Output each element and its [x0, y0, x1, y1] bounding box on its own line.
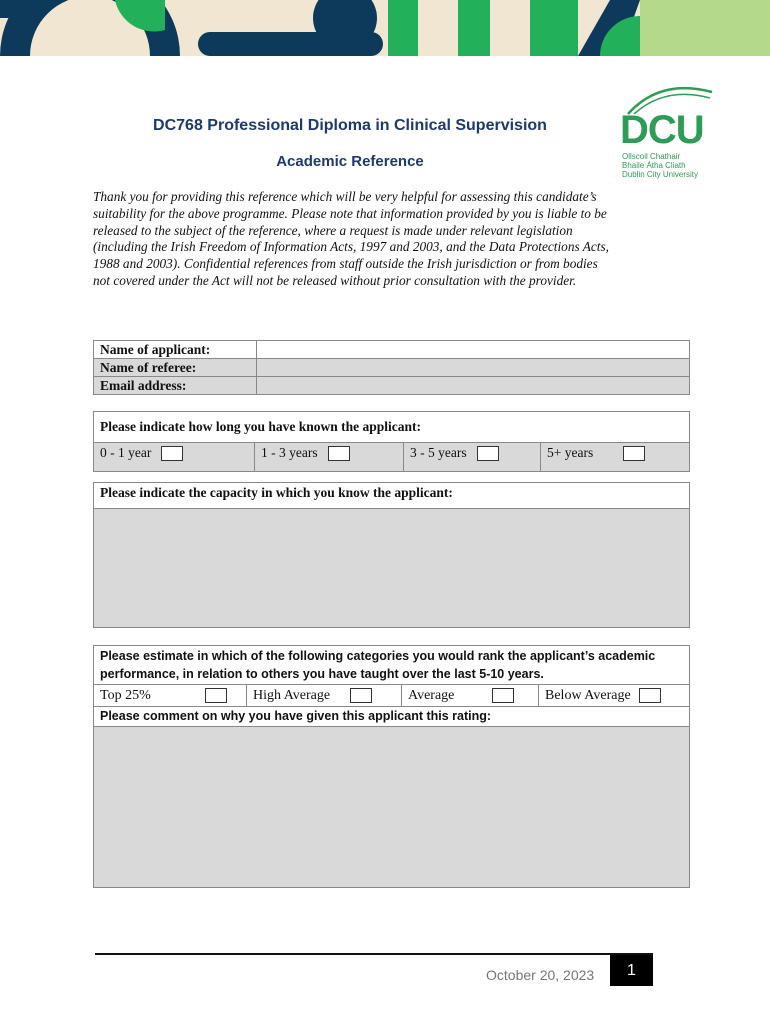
comment-prompt: Please comment on why you have given this applicant this rating:	[94, 707, 690, 727]
header-banner	[0, 0, 770, 56]
known-duration-table	[93, 411, 690, 472]
checkbox[interactable]	[623, 446, 645, 461]
comment-textarea[interactable]	[94, 727, 690, 888]
footer-date: October 20, 2023	[486, 967, 595, 983]
ranking-table	[93, 645, 690, 888]
checkbox[interactable]	[477, 446, 499, 461]
footer-divider	[95, 953, 653, 955]
known-option: 0 - 1 year	[94, 443, 255, 472]
checkbox[interactable]	[492, 688, 514, 703]
page-number: 1	[610, 955, 653, 986]
ranking-option: High Average	[247, 685, 402, 707]
dcu-logo	[620, 84, 720, 184]
known-option: 3 - 5 years	[404, 443, 541, 472]
checkbox[interactable]	[161, 446, 183, 461]
email-label: Email address:	[94, 377, 257, 395]
referee-label: Name of referee:	[94, 359, 257, 377]
document-subtitle: Academic Reference	[276, 153, 424, 170]
known-question: Please indicate how long you have known the applicant:	[94, 412, 690, 443]
ranking-option: Average	[402, 685, 539, 707]
known-option: 1 - 3 years	[255, 443, 404, 472]
checkbox[interactable]	[639, 688, 661, 703]
capacity-textarea[interactable]	[94, 509, 690, 628]
intro-paragraph: Thank you for providing this reference which will be very helpful for assessing this candidate’s suitability for the above programme. Please note that information provided by you is liable to be released to the subject of the reference, where a request is made under relevant legislation (including the Irish Freedom of Information Acts, 1997 and 2003, and the Data Protections Acts, 1988 and 2003). Confidential references from staff outside the Irish jurisdiction or from bodies not covered under the Act will not be released without prior consultation with the provider.	[93, 189, 609, 288]
capacity-question: Please indicate the capacity in which you know the applicant:	[94, 483, 690, 509]
checkbox[interactable]	[350, 688, 372, 703]
ranking-question: Please estimate in which of the following categories you would rank the applicant’s academic performance, in relation to others you have taught over the last 5-10 years.	[94, 646, 690, 685]
details-table	[93, 340, 690, 395]
referee-input[interactable]	[257, 359, 690, 377]
ranking-option: Top 25%	[94, 685, 247, 707]
known-option: 5+ years	[541, 443, 690, 472]
applicant-input[interactable]	[257, 341, 690, 359]
checkbox[interactable]	[205, 688, 227, 703]
email-input[interactable]	[257, 377, 690, 395]
ranking-option: Below Average	[539, 685, 690, 707]
banner-graphic	[0, 0, 770, 56]
logo-wordmark: DCU	[620, 108, 704, 152]
applicant-label: Name of applicant:	[94, 341, 257, 359]
document-title: DC768 Professional Diploma in Clinical Supervision	[153, 117, 547, 134]
checkbox[interactable]	[328, 446, 350, 461]
capacity-table	[93, 482, 690, 628]
logo-subtitle: Ollscoil Chathair Bhaile Átha Cliath Dublin City University	[622, 152, 699, 179]
